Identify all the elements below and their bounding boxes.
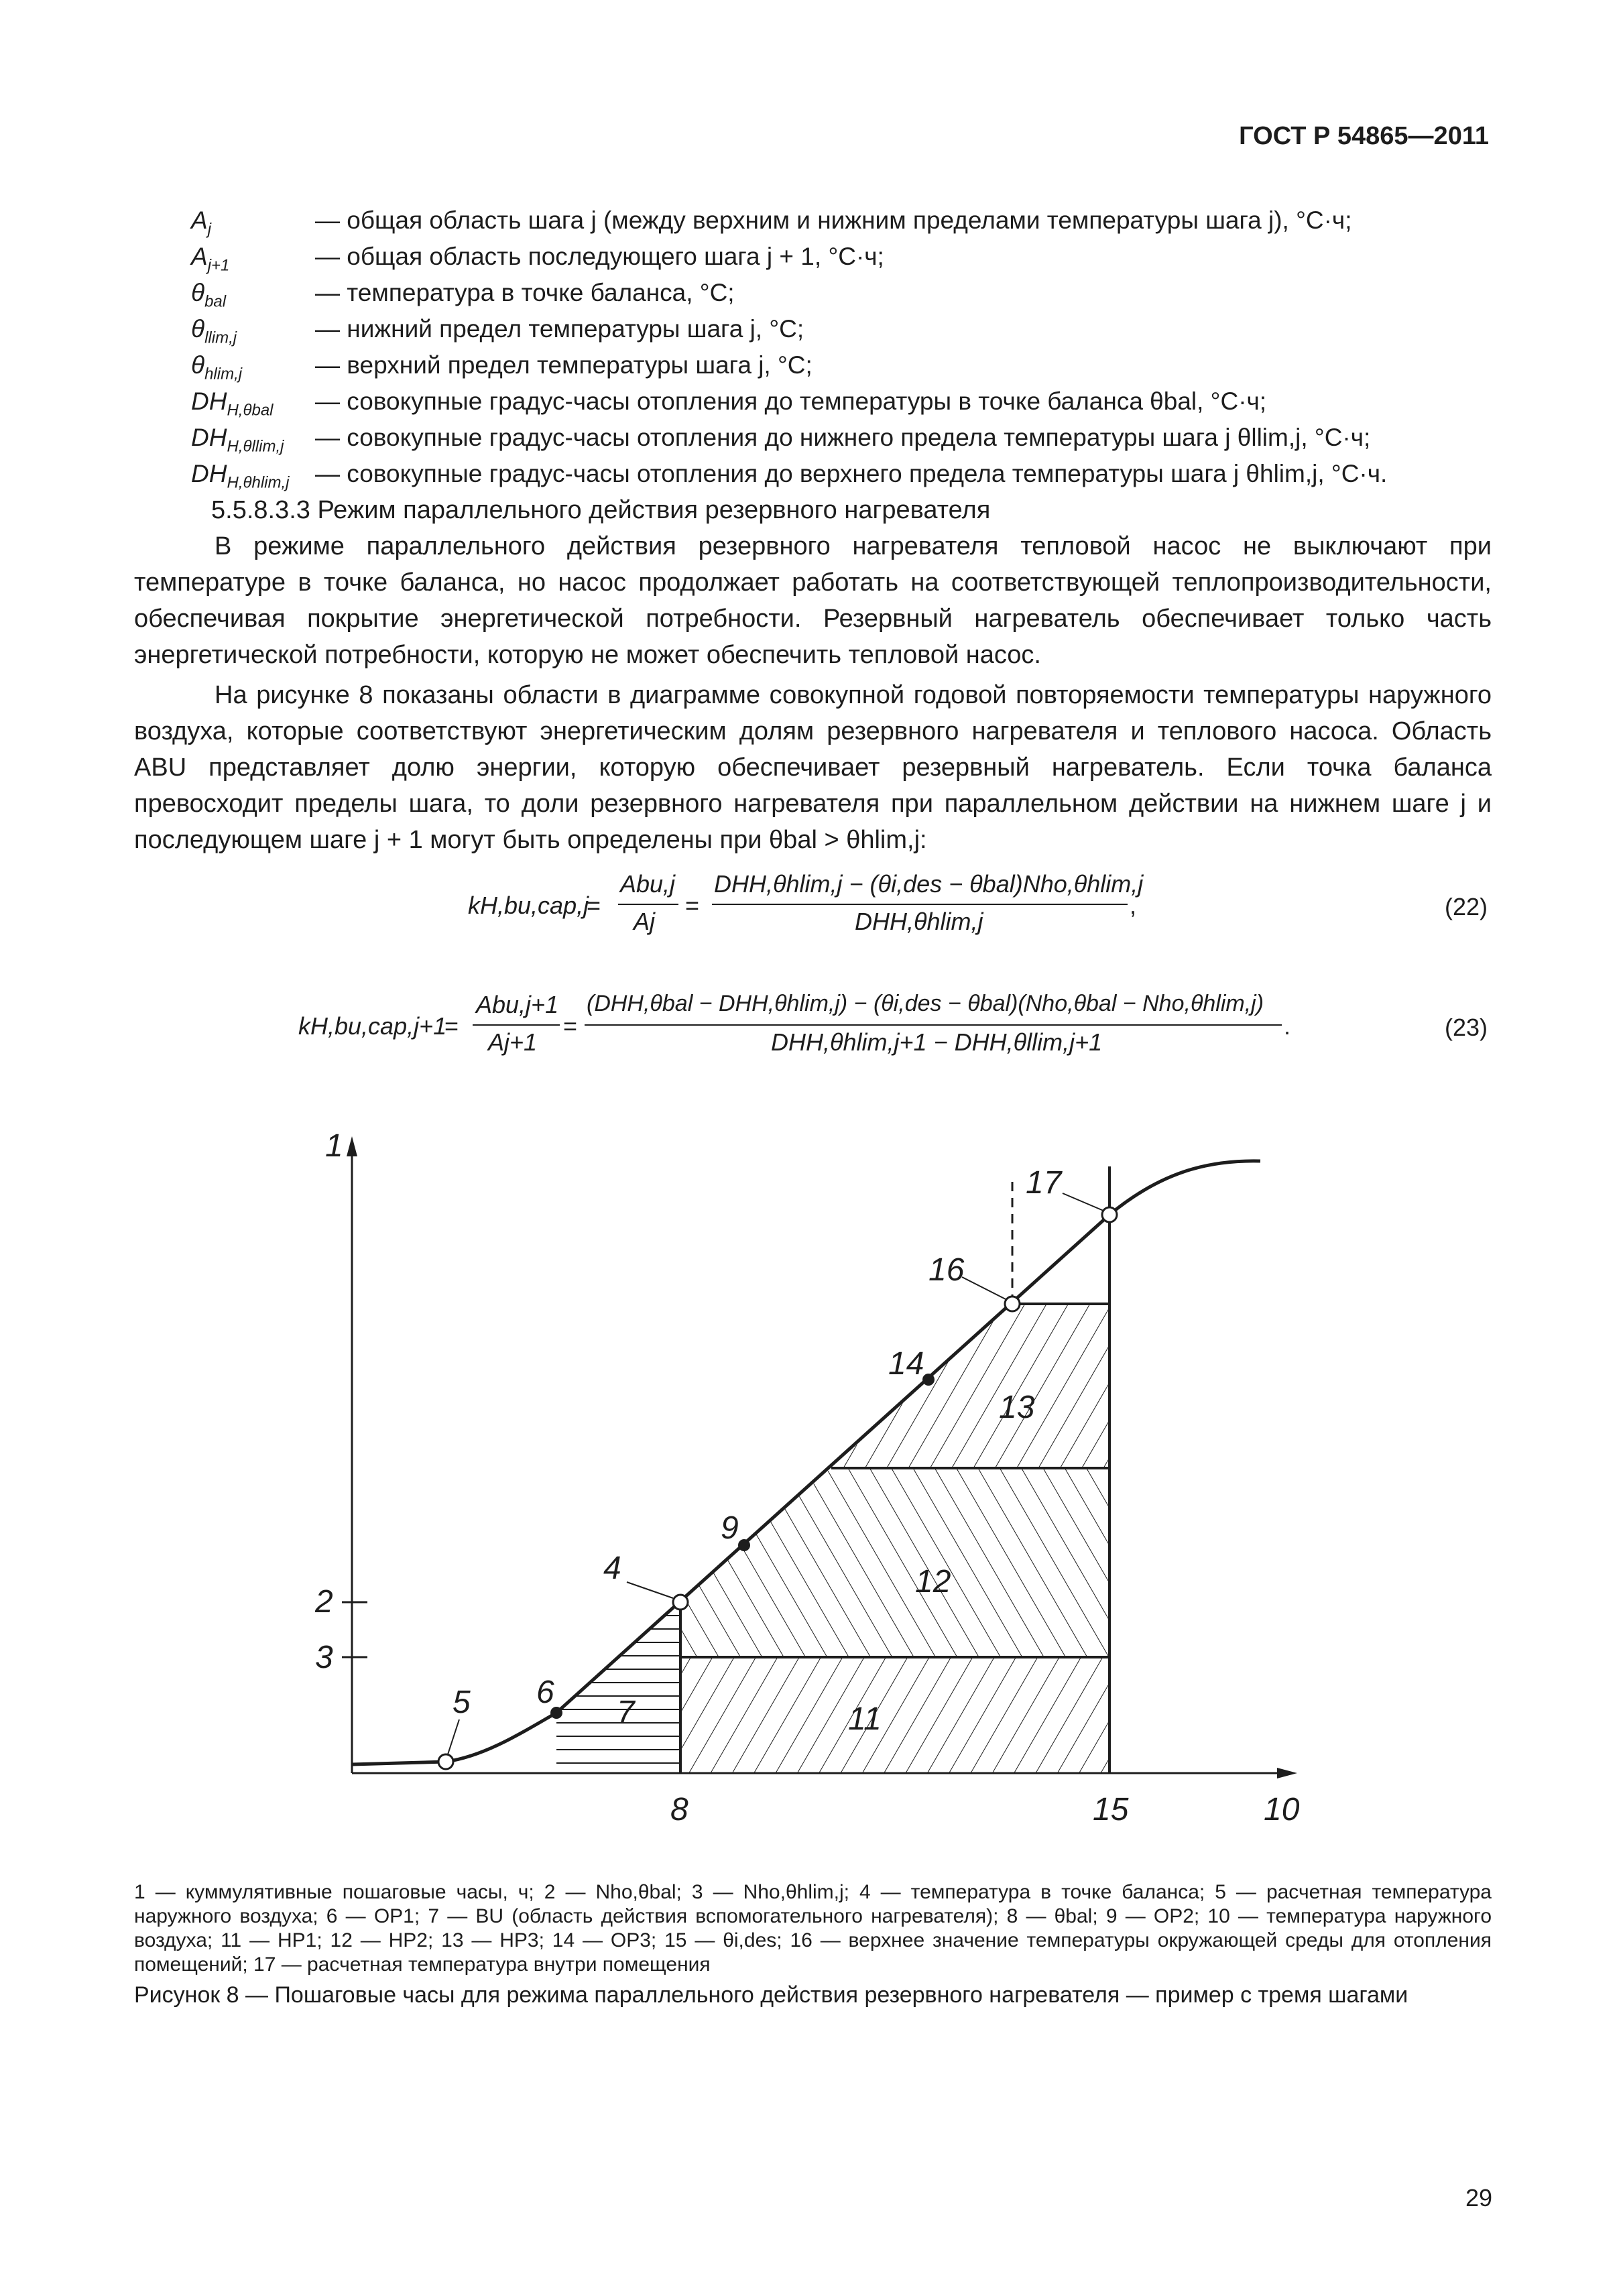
definition-text: — общая область шага j (между верхним и нижним пределами температуры шага j), °С·ч;: [315, 206, 1352, 234]
fraction-denominator: Aj: [634, 908, 656, 935]
definition-text: — совокупные градус-часы отопления до температуры в точке баланса θbal, °С·ч;: [315, 387, 1267, 415]
fraction-numerator: DHH,θhlim,j − (θi,des − θbal)Nho,θhlim,j: [714, 870, 1144, 898]
label-6: 6: [536, 1675, 554, 1710]
label-10: 10: [1264, 1792, 1300, 1827]
symbol: $A_j$: [191, 206, 212, 239]
figure-caption: Рисунок 8 — Пошаговые часы для режима параллельного действия резервного нагревателя — пример с тремя шагами: [134, 1982, 1408, 2008]
section-heading: 5.5.8.3.3 Режим параллельного действия резервного нагревателя: [211, 496, 991, 524]
label-8: 8: [670, 1792, 688, 1827]
fraction-numerator: (DHH,θbal − DHH,θhlim,j) − (θi,des − θbal)(Nho,θbal − Nho,θhlim,j): [587, 991, 1264, 1016]
symbol: $\theta_{hlim,j}$: [191, 351, 243, 383]
figure-legend: 1 — куммулятивные пошаговые часы, ч; 2 — Nho,θbal; 3 — Nho,θhlim,j; 4 — температура в точке баланса; 5 — расчетная температура наружного воздуха; 6 — OP1; 7 — BU (область действия вспомогательного нагревателя); 8 — θbal; 9 — OP2; 10 — температура наружного воздуха; 11 — HP1; 12 — HP2; 13 — HP3; 14 — OP3; 15 — θi,des; 16 — верхнее значение температуры окружающей среды для отопления помещений; 17 — расчетная температура внутри помещения: [134, 1881, 1492, 1976]
figure-8-diagram: [0, 1106, 1623, 1877]
equation-23: kH,bu,cap,j+1 = Abu,j+1 Aj+1 = (DHH,θbal − DHH,θhlim,j) − (θi,des − θbal)(Nho,θbal − Nho,θhlim,j) DHH,θhlim,j+1 − DHH,θllim,j+1 . (23): [298, 991, 1488, 1056]
point-17: [1102, 1207, 1117, 1222]
symbol: $DH_{H,\theta llim,j}$: [191, 424, 284, 456]
fraction-bar: [712, 904, 1128, 905]
fraction-bar: [618, 904, 678, 905]
fraction-numerator: Abu,j+1: [476, 991, 559, 1018]
definition-text: — нижний предел температуры шага j, °С;: [315, 315, 804, 343]
point-14: [922, 1374, 935, 1386]
label-15: 15: [1093, 1792, 1129, 1827]
point-4: [673, 1595, 688, 1610]
label-11: 11: [848, 1701, 882, 1737]
definition-text: — совокупные градус-часы отопления до нижнего предела температуры шага j θllim,j, °С·ч;: [315, 424, 1371, 451]
fraction-bar: [585, 1024, 1282, 1026]
fraction-numerator: Abu,j: [620, 870, 676, 898]
point-16: [1005, 1296, 1020, 1311]
fraction-bar: [473, 1024, 560, 1026]
definition-text: — температура в точке баланса, °С;: [315, 279, 735, 306]
label-7: 7: [617, 1695, 635, 1730]
paragraph: В режиме параллельного действия резервного нагревателя тепловой насос не выключают при температуре в точке баланса, но насос продолжает работать на соответствующей теплопроизводительности, обеспечивая покрытие энергетической потребности. Резервный нагреватель обеспечивает только часть энергетической потребности, которую не может обеспечить тепловой насос.: [134, 532, 1492, 669]
label-2: 2: [315, 1584, 333, 1620]
region-bu: [556, 1602, 680, 1773]
point-9: [738, 1539, 750, 1551]
equation-lhs: kH,bu,cap,j+1: [298, 1012, 447, 1040]
fraction-denominator: Aj+1: [488, 1028, 538, 1056]
label-1: 1: [325, 1128, 343, 1164]
label-12: 12: [915, 1564, 951, 1599]
equation-22: kH,bu,cap,j = Abu,j Aj = DHH,θhlim,j − (θi,des − θbal)Nho,θhlim,j DHH,θhlim,j , (22): [468, 870, 1488, 935]
page-number: 29: [1465, 2184, 1492, 2212]
fraction-denominator: DHH,θhlim,j+1 − DHH,θllim,j+1: [771, 1028, 1103, 1056]
label-5: 5: [453, 1685, 471, 1720]
region-hp3: [831, 1304, 1109, 1468]
equation-number: (23): [1445, 1014, 1488, 1041]
label-17: 17: [1026, 1165, 1062, 1201]
definition-text: — совокупные градус-часы отопления до верхнего предела температуры шага j θhlim,j, °С·ч.: [315, 460, 1388, 487]
document-header: ГОСТ Р 54865—2011: [1239, 122, 1489, 150]
region-hp2: [680, 1468, 1109, 1657]
label-9: 9: [721, 1510, 739, 1546]
region-hp1: [680, 1657, 1109, 1773]
paragraph: На рисунке 8 показаны области в диаграмме совокупной годовой повторяемости температуры наружного воздуха, которые соответствуют энергетическим долям резервного нагревателя и теплового насоса. Область ABU представляет долю энергии, которую обеспечивает резервный нагреватель. Если точка баланса превосходит пределы шага, то доли резервного нагревателя при параллельном действии на нижнем шаге j и последующем шаге j + 1 могут быть определены при θbal > θhlim,j:: [134, 681, 1492, 854]
symbol: $A_{j+1}$: [191, 243, 230, 275]
symbol: $\theta_{bal}$: [191, 279, 227, 311]
definition-text: — общая область последующего шага j + 1, °С·ч;: [315, 243, 884, 270]
label-4: 4: [603, 1551, 621, 1586]
label-3: 3: [315, 1640, 333, 1675]
symbol: $DH_{H,\theta bal}$: [191, 387, 274, 420]
label-13: 13: [999, 1390, 1035, 1425]
section-body: [134, 492, 1492, 858]
equation-number: (22): [1445, 893, 1488, 920]
definition-text: — верхний предел температуры шага j, °С;: [315, 351, 813, 379]
symbol: $\theta_{llim,j}$: [191, 315, 237, 347]
label-14: 14: [888, 1346, 924, 1382]
symbol: $DH_{H,\theta hlim,j}$: [191, 460, 290, 492]
equation-lhs: kH,bu,cap,j: [468, 892, 589, 919]
fraction-denominator: DHH,θhlim,j: [855, 908, 983, 935]
point-5: [438, 1754, 453, 1769]
label-16: 16: [928, 1252, 965, 1288]
